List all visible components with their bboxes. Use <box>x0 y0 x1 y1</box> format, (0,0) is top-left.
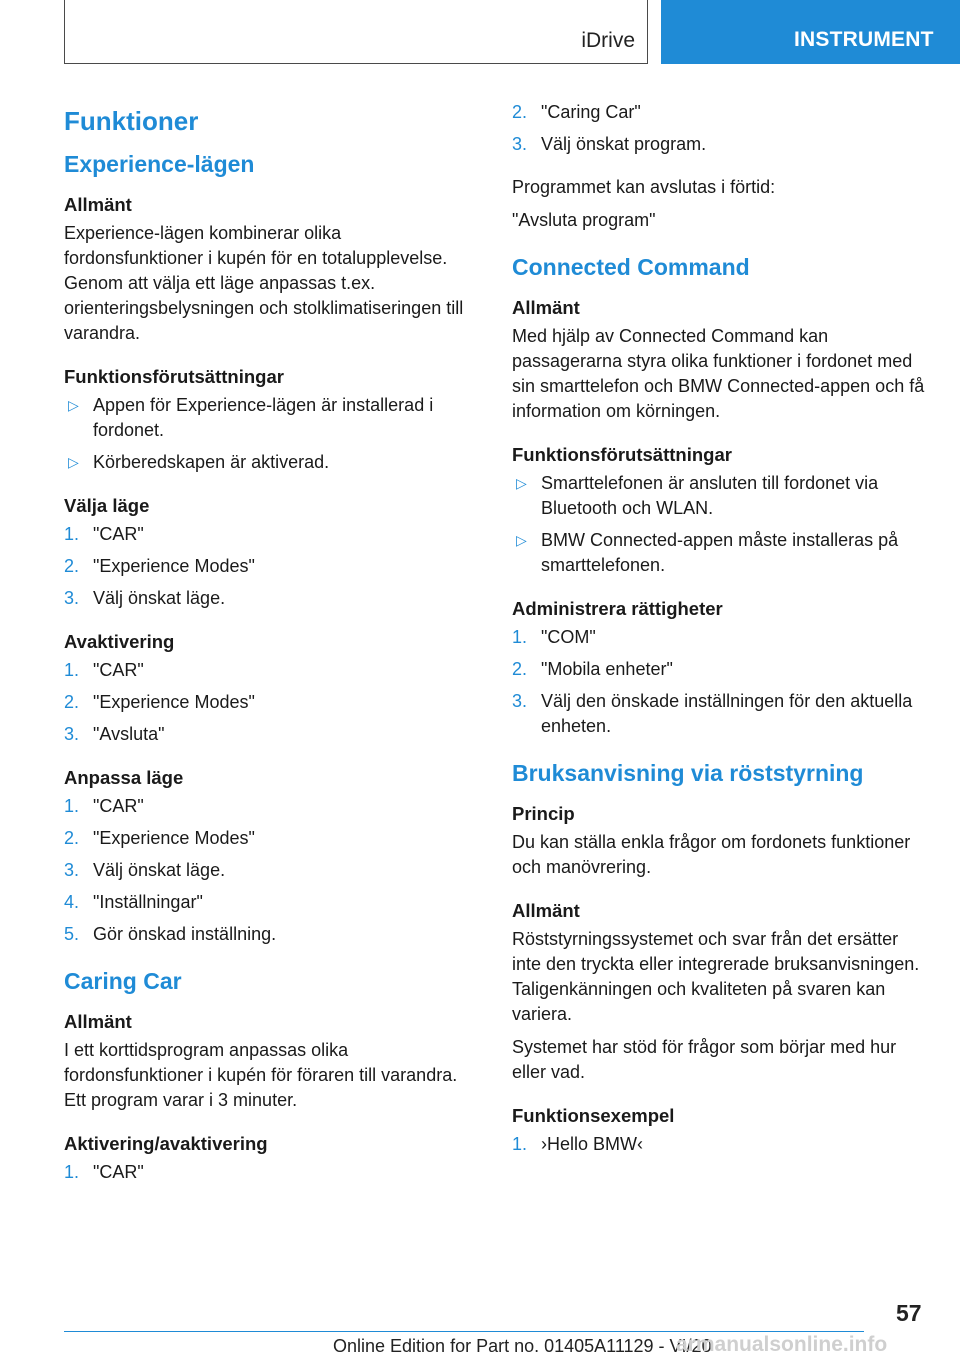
steps-list <box>64 1160 484 1185</box>
list-item: 2. "Experience Modes" <box>64 556 255 576</box>
subheading-funktionsexempel: Funktionsexempel <box>512 1105 675 1126</box>
subheading-princip: Princip <box>512 803 575 824</box>
list-item: 1. ›Hello BMW‹ <box>512 1134 643 1154</box>
paragraph: Experience-lägen kombinerar olika fordonsfunktioner i kupén för en totalupplevelse. Genom att välja ett läge anpassas t.ex. orienteringsbelysningen och stolklimatiseringen till varandra. <box>64 223 464 343</box>
paragraph: I ett korttidsprogram anpassas olika fordonsfunktioner i kupén för föraren till varandra. Ett program varar i 3 minuter. <box>64 1040 458 1110</box>
steps-list <box>512 1132 932 1157</box>
list-item: 1. "CAR" <box>64 1162 144 1182</box>
list-item: 3. Välj önskat program. <box>512 134 707 154</box>
list-item: ▷ Appen för Experience-lägen är installerad i fordonet. <box>68 395 434 440</box>
list-item: ▷ Körberedskapen är aktiverad. <box>64 450 484 475</box>
paragraph: Med hjälp av Connected Command kan passagerarna styra olika funktioner i fordonet med sin smarttelefon och BMW Connected-appen och få information om körningen. <box>512 326 925 421</box>
subheading-avaktivering: Avaktivering <box>64 631 175 652</box>
subheading-allmant: Allmänt <box>512 297 580 318</box>
list-item: 4. "Inställningar" <box>64 892 203 912</box>
subheading-allmant: Allmänt <box>512 900 580 921</box>
list-item: 1. "COM" <box>512 627 596 647</box>
footer-divider <box>64 1331 864 1332</box>
header-frame <box>64 0 648 64</box>
list-item: 3. Välj önskat läge. <box>64 588 226 608</box>
list-item: 1. "CAR" <box>64 796 144 816</box>
list-item: 2. "Mobila enheter" <box>512 659 673 679</box>
subheading-valja-lage: Välja läge <box>64 495 150 516</box>
bullet-list <box>64 393 484 475</box>
list-item: ▷ Smarttelefonen är ansluten till fordonet via Bluetooth och WLAN. <box>516 473 879 518</box>
steps-list <box>512 100 932 157</box>
list-item: ▷ BMW Connected-appen måste installeras på smarttelefonen. <box>516 530 899 575</box>
list-item: 5. Gör önskad inställning. <box>64 924 277 944</box>
paragraph: Systemet har stöd för frågor som börjar med hur eller vad. <box>512 1037 897 1082</box>
subheading-admin: Administrera rättigheter <box>512 598 723 619</box>
footer-edition: Online Edition for Part no. 01405A11129 - VI/20 <box>333 1336 712 1356</box>
right-column <box>512 100 932 1175</box>
list-item: 1. "CAR" <box>64 524 144 544</box>
subheading-forutsattningar: Funktionsförutsättningar <box>64 366 284 387</box>
steps-list <box>512 625 932 739</box>
subheading-forutsattningar: Funktionsförutsättningar <box>512 444 732 465</box>
list-item: 2. "Experience Modes" <box>64 692 255 712</box>
page-title: Funktioner <box>64 106 199 136</box>
subheading-allmant: Allmänt <box>64 1011 132 1032</box>
header-tab-instrument[interactable]: INSTRUMENT <box>661 0 960 64</box>
section-caring-car: Caring Car <box>64 968 182 994</box>
page-number: 57 <box>896 1300 922 1326</box>
section-experience: Experience-lägen <box>64 151 255 177</box>
list-item: 2. "Experience Modes" <box>64 828 255 848</box>
list-item: 3. Välj önskat läge. <box>64 860 226 880</box>
steps-list <box>64 522 484 611</box>
steps-list <box>64 794 484 947</box>
subheading-allmant: Allmänt <box>64 194 132 215</box>
paragraph: Röststyrningssystemet och svar från det ersätter inte den tryckta eller integrerade bruksanvisningen. Taligenkänningen och kvaliteten på svaren kan variera. <box>512 929 920 1024</box>
triangle-right-icon: ▷ <box>68 454 79 470</box>
paragraph: "Avsluta program" <box>512 210 656 230</box>
subheading-aktivering: Aktivering/avaktivering <box>64 1133 268 1154</box>
list-item: 2. "Caring Car" <box>512 102 641 122</box>
triangle-right-icon: ▷ <box>68 397 79 413</box>
paragraph: Du kan ställa enkla frågor om fordonets funktioner och manövrering. <box>512 832 911 877</box>
section-bruksanvisning: Bruksanvisning via röststyrning <box>512 760 864 786</box>
steps-list <box>64 658 484 747</box>
paragraph: Programmet kan avslutas i förtid: <box>512 177 776 197</box>
subheading-anpassa: Anpassa läge <box>64 767 184 788</box>
list-item: 3. "Avsluta" <box>64 724 165 744</box>
list-item: 1. "CAR" <box>64 660 144 680</box>
triangle-right-icon: ▷ <box>516 475 527 491</box>
bullet-list <box>512 471 932 578</box>
header-section-label: iDrive <box>581 29 635 52</box>
section-connected-command: Connected Command <box>512 254 750 280</box>
left-column <box>64 100 484 1203</box>
list-item: 3. Välj den önskade inställningen för den aktuella enheten. <box>512 691 913 736</box>
watermark: armanualsonline.info <box>676 1333 888 1356</box>
triangle-right-icon: ▷ <box>516 532 527 548</box>
